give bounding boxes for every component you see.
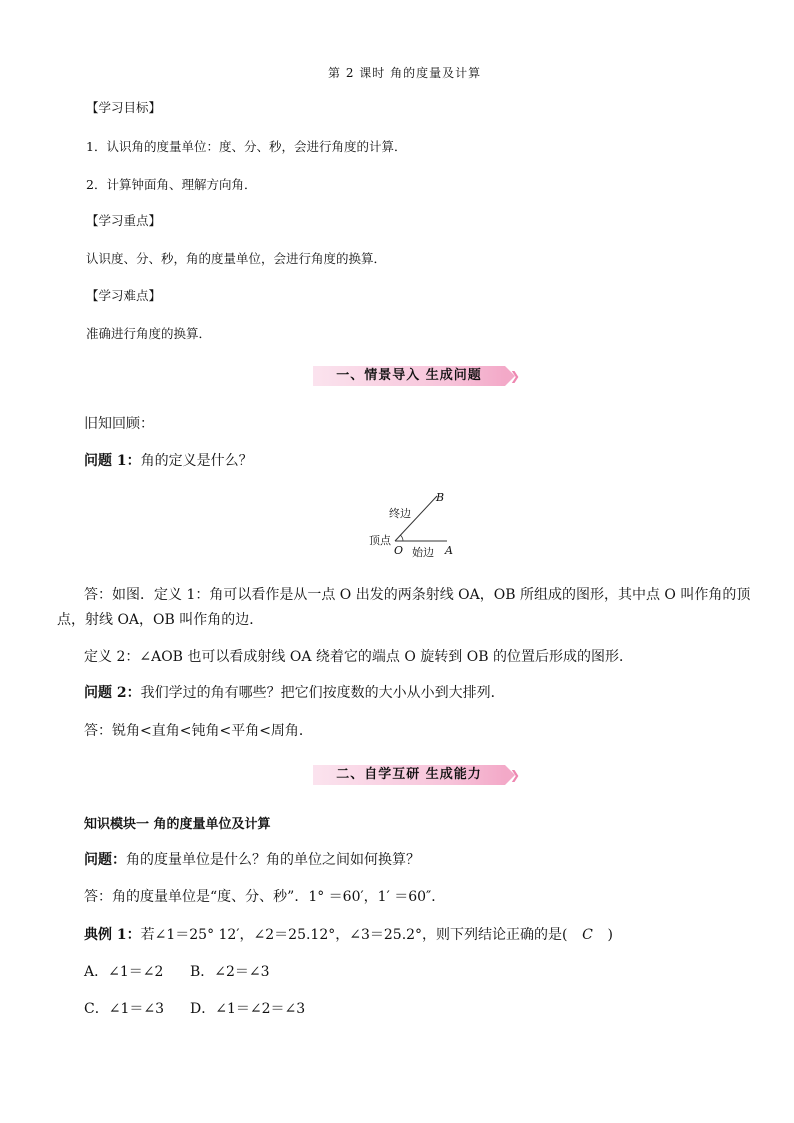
difficulty-text: 准确进行角度的换算． [86,326,212,341]
chevron-right-icon: ❯ [509,768,521,782]
definition-2: 定义 2：∠AOB 也可以看成射线 OA 绕着它的端点 O 旋转到 OB 的位置后形成的图形． [84,649,633,665]
question-3 [84,849,420,869]
option-c: C．∠1＝∠3 [84,1001,164,1017]
option-d: D．∠1＝∠2＝∠3 [190,1001,306,1017]
focus-text: 认识度、分、秒，角的度量单位，会进行角度的换算． [86,251,387,266]
label-o: O [394,544,404,557]
focus-heading: 【学习重点】 [86,213,162,228]
question-1-label: 问题 1： [84,453,141,469]
question-1 [84,450,253,470]
answer-1-line-1: 答：如图．定义 1：角可以看作是从一点 O 出发的两条射线 OA，OB 所组成的图形，其中点 O 叫作角的顶 [84,587,751,603]
angle-arc [401,535,404,541]
answer-1-line-2: 点，射线 OA，OB 叫作角的边． [57,612,264,628]
example-1-close: ) [607,927,613,943]
difficulty-heading: 【学习难点】 [86,288,162,303]
example-1 [84,924,613,944]
example-1-answer: C [582,927,593,943]
question-3-label: 问题： [84,852,126,868]
section-banner-1 [313,366,521,386]
review-label: 旧知回顾： [84,416,154,432]
angle-figure [365,488,465,563]
question-1-text: 角的定义是什么？ [140,453,253,469]
objective-item-1: 1．认识角的度量单位：度、分、秒，会进行角度的计算． [86,139,407,154]
page-title: 第 2 课时 角的度量及计算 [328,66,482,80]
chevron-right-icon: ❯ [509,369,521,383]
question-2-text: 我们学过的角有哪些？把它们按度数的大小从小到大排列． [140,685,505,701]
label-end-side: 终边 [389,507,411,520]
label-b: B [436,491,445,504]
question-2 [84,682,505,702]
question-3-text: 角的度量单位是什么？角的单位之间如何换算？ [126,852,420,868]
section-banner-2 [313,765,521,785]
question-2-label: 问题 2： [84,685,141,701]
example-1-label: 典例 1： [84,927,141,943]
option-b: B．∠2＝∠3 [190,964,270,980]
section-banner-2-label: 二、自学互研 生成能力 [336,767,482,782]
objectives-heading: 【学习目标】 [86,100,162,115]
answer-2: 答：锐角<直角<钝角<平角<周角． [84,723,313,739]
label-vertex: 顶点 [369,534,391,547]
answer-3: 答：角的度量单位是“度、分、秒”．1° ＝60′，1′ ＝60″． [84,889,446,905]
option-a: A．∠1＝∠2 [84,964,164,980]
objective-item-2: 2．计算钟面角、理解方向角． [86,177,257,192]
knowledge-module-title: 知识模块一 角的度量单位及计算 [84,817,271,832]
label-start-side: 始边 [412,546,434,559]
label-a: A [445,544,453,557]
section-banner-1-label: 一、情景导入 生成问题 [336,368,482,383]
example-1-text: 若∠1＝25° 12′，∠2＝25.12°，∠3＝25.2°，则下列结论正确的是( [140,927,568,943]
